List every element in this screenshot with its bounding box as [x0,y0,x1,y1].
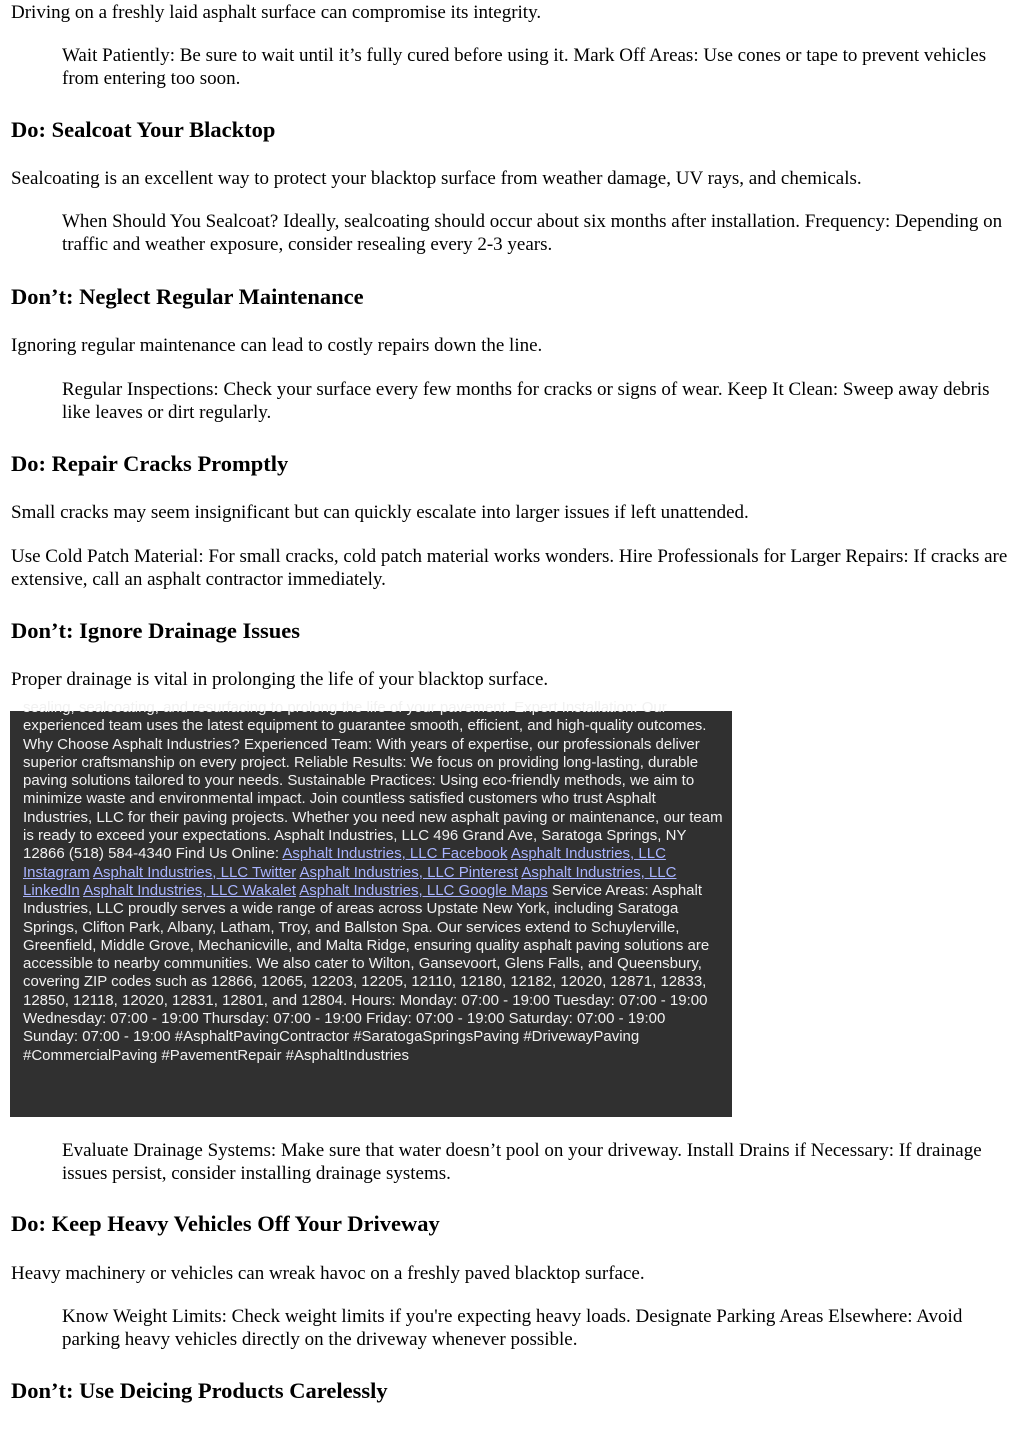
promo-text-services: Service Areas: Asphalt Industries, LLC proudly serves a wide range of areas across Upstate New York, including Saratoga Springs, Clifton Park, Albany, Latham, Troy, and Ballston Spa. Our services extend to Schuylerville, Greenfield, Middle Grove, Mechanicville, and Malta Ridge, ensuring quality asphalt paving solutions are accessible to nearby communities. We also cater to Wilton, Gansevoort, Glens Falls, and Queensbury, covering ZIP codes such as 12866, 12065, 12203, 12205, 12110, 12180, 12182, 12020, 12871, 12833, 12850, 12118, 12020, 12831, 12801, and 12804. Hours: Monday: 07:00 - 19:00 Tuesday: 07:00 - 19:00 Wednesday: 07:00 - 19:00 Thursday: 07:00 - 19:00 Friday: 07:00 - 19:00 Saturday: 07:00 - 19:00 Sunday: 07:00 - 19:00 #AsphaltPavingContractor #SaratogaSpringsPaving #DrivewayPaving #CommercialPaving #PavementRepair #AsphaltIndustries [23,881,710,1064]
heavy-vehicles-tips: Know Weight Limits: Check weight limits if you're expecting heavy loads. Designate Parking Areas Elsewhere: Avoid parking heavy vehicles directly on the driveway whenever possible. [62,1306,963,1350]
promo-text [23,699,723,1065]
promo-text-main: sealing, sealcoating, and resurfacing to prolong the life of your pavement. Expert Installation: Our experienced team uses the latest equipment to guarantee smooth, efficient, and high-quality outcomes. Why Choose Asphalt Industries? Experienced Team: With years of expertise, our professionals deliver superior craftsmanship on every project. Reliable Results: We focus on providing long-lasting, durable paving solutions tailored to your needs. Sustainable Practices: Using eco-friendly methods, we aim to minimize waste and environmental impact. Join countless satisfied customers who trust Asphalt Industries, LLC for their paving projects. Whether you need new asphalt paving or maintenance, our team is ready to exceed your expectations. Asphalt Industries, LLC 496 Grand Ave, Saratoga Springs, NY 12866 (518) 584-4340 Find Us Online: [23,699,723,863]
intro-paragraph: Driving on a freshly laid asphalt surface can compromise its integrity. [11,2,542,23]
promo-box [10,699,732,1117]
heavy-vehicles-paragraph: Heavy machinery or vehicles can wreak havoc on a freshly paved blacktop surface. [11,1263,645,1284]
maintenance-heading: Don’t: Neglect Regular Maintenance [11,284,364,309]
maintenance-paragraph: Ignoring regular maintenance can lead to costly repairs down the line. [11,335,543,356]
cracks-tips: Use Cold Patch Material: For small cracks, cold patch material works wonders. Hire Professionals for Larger Repairs: If cracks are extensive, call an asphalt contractor immediately. [11,546,1008,590]
deicing-heading: Don’t: Use Deicing Products Carelessly [11,1378,388,1403]
cracks-heading: Do: Repair Cracks Promptly [11,451,289,476]
sealcoat-paragraph: Sealcoating is an excellent way to protect your blacktop surface from weather damage, UV rays, and chemicals. [11,168,862,189]
pinterest-link[interactable]: Asphalt Industries, LLC Pinterest [299,863,518,881]
drainage-paragraph: Proper drainage is vital in prolonging the life of your blacktop surface. [11,669,549,690]
google-maps-link[interactable]: Asphalt Industries, LLC Google Maps [299,881,548,899]
sealcoat-heading: Do: Sealcoat Your Blacktop [11,117,276,142]
drainage-heading: Don’t: Ignore Drainage Issues [11,618,300,643]
heavy-vehicles-heading: Do: Keep Heavy Vehicles Off Your Driveway [11,1211,440,1236]
twitter-link[interactable]: Asphalt Industries, LLC Twitter [93,863,297,881]
sealcoat-tips: When Should You Sealcoat? Ideally, sealcoating should occur about six months after installation. Frequency: Depending on traffic and weather exposure, consider resealing every 2-3 years. [62,211,1003,255]
instagram-link[interactable]: Asphalt Industries, LLC Instagram [23,845,666,881]
facebook-link[interactable]: Asphalt Industries, LLC Facebook [282,845,508,863]
drainage-tips: Evaluate Drainage Systems: Make sure that water doesn’t pool on your driveway. Install Drains if Necessary: If drainage issues persist, consider installing drainage systems. [62,1140,982,1184]
cracks-paragraph: Small cracks may seem insignificant but can quickly escalate into larger issues if left unattended. [11,502,749,523]
maintenance-tips: Regular Inspections: Check your surface every few months for cracks or signs of wear. Keep It Clean: Sweep away debris like leaves or dirt regularly. [62,379,990,423]
intro-tips: Wait Patiently: Be sure to wait until it’s fully cured before using it. Mark Off Areas: Use cones or tape to prevent vehicles from entering too soon. [62,45,987,89]
linkedin-link[interactable]: Asphalt Industries, LLC LinkedIn [23,863,677,899]
wakalet-link[interactable]: Asphalt Industries, LLC Wakalet [83,881,296,899]
